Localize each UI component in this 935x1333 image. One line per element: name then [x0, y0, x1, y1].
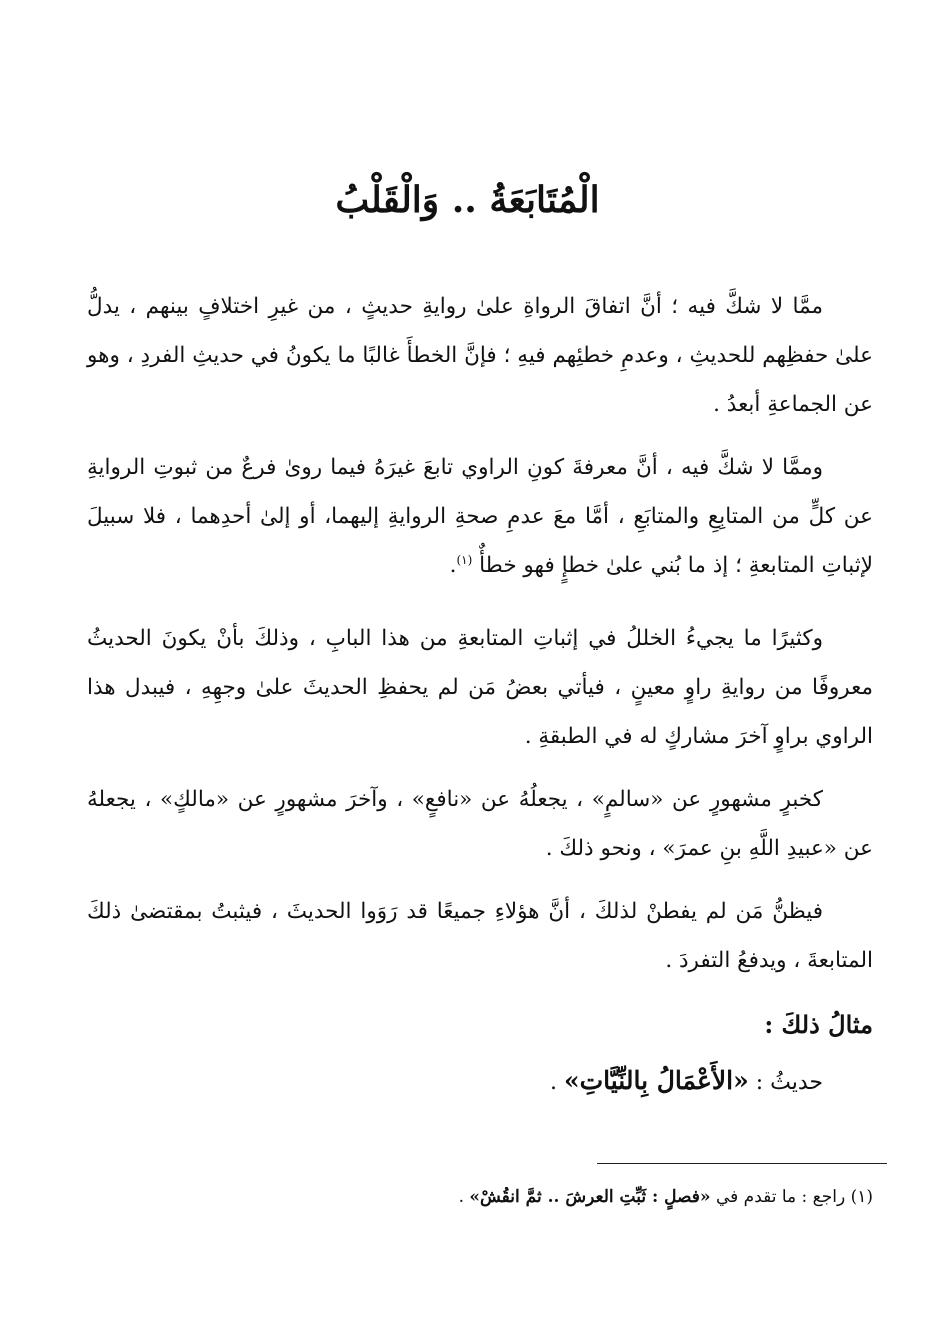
footnote-end: . — [458, 1187, 464, 1207]
paragraph-2-text: وممَّا لا شكَّ فيه ، أنَّ معرفةَ كونِ الراوي تابعَ غيرَهُ فيما روىٰ فرعٌ من ثبوتِ الروايةِ عن كلٍّ من المتابِعِ والمتابَعِ ، أمَّا معَ عدمِ صحةِ الروايةِ إليهما، أو إلىٰ أحدِهما ، فلا سبيلَ لإثباتِ المتابعةِ ؛ إذ ما بُني علىٰ خطإٍ فهو خطأٌ — [87, 455, 873, 578]
example-suffix: . — [549, 1070, 557, 1095]
paragraph-5: فيظنُّ مَن لم يفطنْ لذلكَ ، أنَّ هؤلاءِ جميعًا قد رَوَوا الحديثَ ، فيثبتُ بمقتضىٰ ذلكَ المتابعةَ ، ويدفعُ التفردَ . — [87, 899, 873, 973]
example-hadith: «الأَعْمَالُ بِالنِّيَّاتِ» — [563, 1066, 749, 1095]
example-heading: مثالُ ذلكَ : — [764, 1010, 873, 1039]
paragraph-2 — [87, 443, 873, 590]
chapter-title: الْمُتَابَعَةُ .. وَالْقَلْبُ — [335, 179, 600, 221]
footnote-chapter-ref: «فصلٍ : ثَبِّتِ العرشَ .. ثمَّ انقُشْ» — [469, 1187, 711, 1207]
footnote-text: راجع : ما تقدم في — [715, 1187, 846, 1207]
example-line — [87, 1055, 873, 1109]
paragraph-3: وكثيرًا ما يجيءُ الخللُ في إثباتِ المتابعةِ من هذا البابِ ، وذلكَ بأنْ يكونَ الحديثُ معروفًا من روايةِ راوٍ معينٍ ، فيأتي بعضُ مَن لم يحفظِ الحديثَ علىٰ وجهِهِ ، فيبدل هذا الراوي براوٍ آخرَ مشاركٍ له في الطبقةِ . — [87, 626, 873, 749]
example-prefix: حديثُ : — [755, 1070, 823, 1095]
paragraph-4: كخبرٍ مشهورٍ عن «سالمٍ» ، يجعلُهُ عن «نافعٍ» ، وآخرَ مشهورٍ عن «مالكٍ» ، يجعلهُ عن «عبيدِ اللَّهِ بنِ عمرَ» ، ونحو ذلكَ . — [87, 787, 873, 861]
paragraph-1: ممَّا لا شكَّ فيه ؛ أنَّ اتفاقَ الرواةِ علىٰ روايةِ حديثٍ ، من غيرِ اختلافٍ بينهم ، يدلُّ علىٰ حفظِهم للحديثِ ، وعدمِ خطئِهم فيهِ ؛ فإنَّ الخطأَ غالبًا ما يكونُ في حديثِ الفردِ ، وهو عن الجماعةِ أبعدُ . — [87, 294, 873, 417]
footnote-divider — [597, 1163, 887, 1164]
footnote — [93, 1180, 873, 1214]
footnote-number: (١) — [850, 1187, 873, 1207]
paragraph-2-end: . — [449, 553, 457, 578]
footnote-reference[interactable]: (١) — [456, 552, 473, 567]
body-text — [87, 282, 873, 1109]
